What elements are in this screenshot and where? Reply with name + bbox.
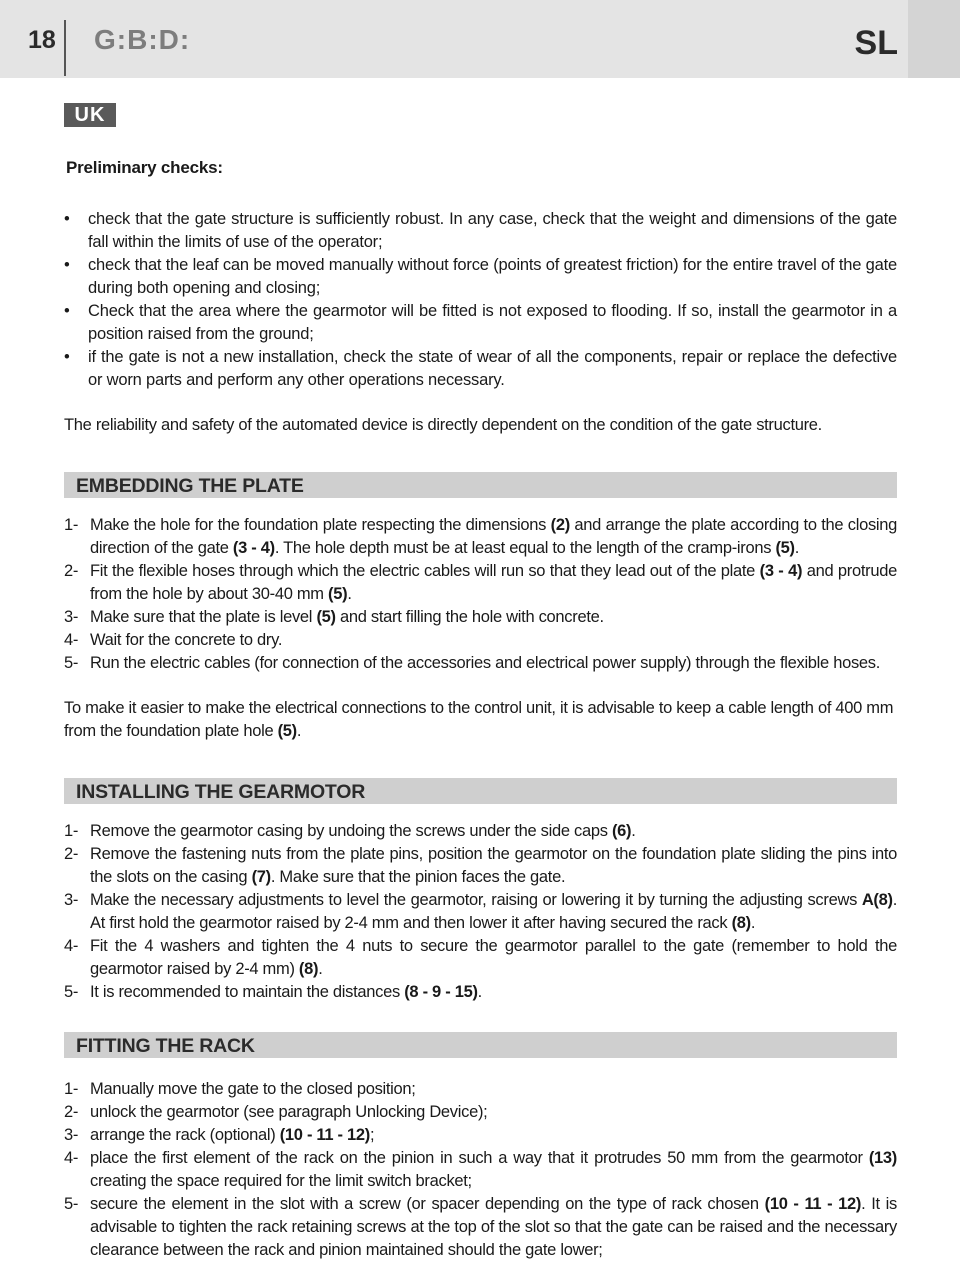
brand-logo xyxy=(94,24,206,59)
language-badge: UK xyxy=(64,103,116,127)
list-item: • Check that the area where the gearmotor will be fitted is not exposed to flooding. If so, install the gearmotor in a position raised from the ground; xyxy=(64,302,897,343)
reliability-note: The reliability and safety of the automated device is directly dependent on the condition of the gate structure. xyxy=(64,416,822,434)
list-item: • check that the leaf can be moved manually without force (points of greatest friction) for the entire travel of the gate during both opening and closing; xyxy=(64,256,897,297)
cable-length-note: To make it easier to make the electrical connections to the control unit, it is advisable to keep a cable length of 400 mm from the foundation plate hole (5). xyxy=(64,699,894,740)
header-divider xyxy=(64,20,66,76)
list-item: 1- Remove the gearmotor casing by undoing the screws under the side caps (6). xyxy=(64,822,636,840)
preliminary-checks-heading: Preliminary checks: xyxy=(66,158,223,177)
list-item: 4- Wait for the concrete to dry. xyxy=(64,631,283,649)
page-number: 18 xyxy=(28,26,56,54)
brand-logo-text: G:B:D: xyxy=(94,24,191,54)
list-item: 1- Make the hole for the foundation plate respecting the dimensions (2) and arrange the plate according to the closing direction of the gate (3 - 4). The hole depth must be at least equal to the length of the cramp-irons (5). xyxy=(64,516,898,557)
rack-steps-list xyxy=(64,1078,897,1262)
list-item: 3- arrange the rack (optional) (10 - 11 - 12); xyxy=(64,1126,375,1144)
header-accent-block xyxy=(908,0,960,78)
page-header xyxy=(0,0,960,78)
list-item: 5- It is recommended to maintain the distances (8 - 9 - 15). xyxy=(64,983,482,1001)
list-item: 2- Fit the flexible hoses through which the electric cables will run so that they lead out of the plate (3 - 4) and protrude from the hole by about 30-40 mm (5). xyxy=(64,562,897,603)
page-content xyxy=(64,150,897,1262)
bullet-icon: • xyxy=(64,348,70,366)
bullet-icon: • xyxy=(64,256,70,274)
list-item: 1- Manually move the gate to the closed position; xyxy=(64,1080,416,1098)
list-item: 2- unlock the gearmotor (see paragraph Unlocking Device); xyxy=(64,1103,488,1121)
gearmotor-section-heading: INSTALLING THE GEARMOTOR xyxy=(64,778,897,804)
list-item: • if the gate is not a new installation, check the state of wear of all the components, repair or replace the defective or worn parts and perform any other operations necessary. xyxy=(64,348,897,389)
list-item: 3- Make sure that the plate is level (5) and start filling the hole with concrete. xyxy=(64,608,604,626)
list-item: 4- Fit the 4 washers and tighten the 4 nuts to secure the gearmotor parallel to the gate (remember to hold the gearmotor raised by 2-4 mm) (8). xyxy=(64,937,897,978)
list-item: 2- Remove the fastening nuts from the plate pins, position the gearmotor on the foundation plate sliding the pins into the slots on the casing (7). Make sure that the pinion faces the gate. xyxy=(64,845,897,886)
embedding-section-heading: EMBEDDING THE PLATE xyxy=(64,472,897,498)
brand-logo-mark xyxy=(94,24,206,54)
list-item: 3- Make the necessary adjustments to level the gearmotor, raising or lowering it by turning the adjusting screws A(8). At first hold the gearmotor raised by 2-4 mm and then lower it after having secured the rack (8). xyxy=(64,891,897,932)
bullet-icon: • xyxy=(64,302,70,320)
preliminary-checks-list xyxy=(64,208,897,392)
rack-section-heading: FITTING THE RACK xyxy=(64,1032,897,1058)
list-item: • check that the gate structure is sufficiently robust. In any case, check that the weight and dimensions of the gate fall within the limits of use of the operator; xyxy=(64,210,897,251)
list-item: 4- place the first element of the rack on the pinion in such a way that it protrudes 50 mm from the gearmotor (13) creating the space required for the limit switch bracket; xyxy=(64,1149,897,1190)
list-item: 5- secure the element in the slot with a screw (or spacer depending on the type of rack chosen (10 - 11 - 12). It is advisable to tighten the rack retaining screws at the top of the slot so that the gate can be raised and the necessary clearance between the rack and pinion maintained should the gate lower; xyxy=(64,1195,897,1259)
section-code: SL xyxy=(854,24,898,62)
gearmotor-steps-list xyxy=(64,820,897,1004)
bullet-icon: • xyxy=(64,210,70,228)
embedding-steps-list xyxy=(64,514,897,675)
list-item: 5- Run the electric cables (for connection of the accessories and electrical power supply) through the flexible hoses. xyxy=(64,654,881,672)
